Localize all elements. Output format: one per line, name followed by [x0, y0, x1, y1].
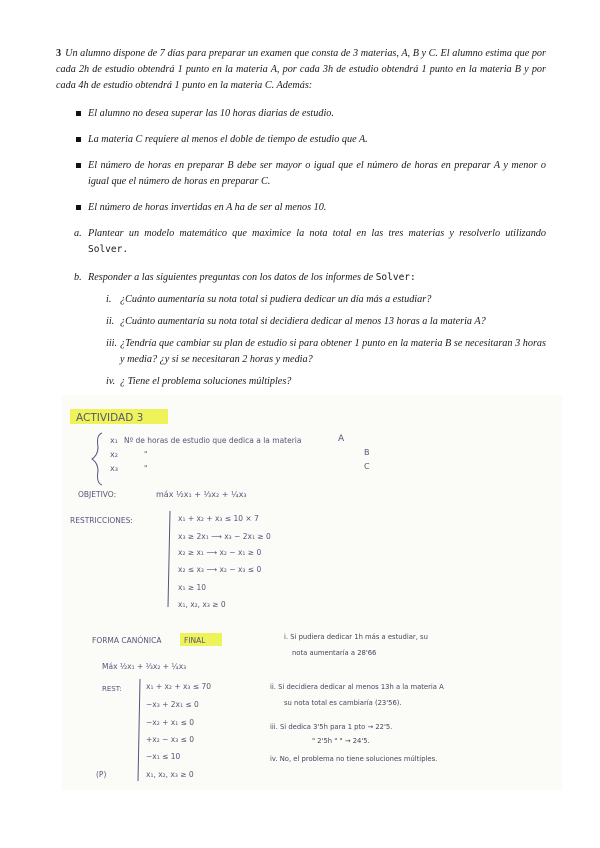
answer-3-line1: iii. Si dedica 3'5h para 1 pto → 22'5. [270, 723, 393, 731]
restriction-1: x₁ + x₂ + x₃ ≤ 10 × 7 [178, 514, 259, 523]
var-x2-desc: " [144, 450, 148, 459]
parts-list [56, 226, 546, 390]
var-x3: x₃ [110, 464, 118, 473]
problem-intro: 3 Un alumno dispone de 7 días para preparar un examen que consta de 3 materias, A, B y C. El alumno estima que por cada 2h de estudio obtendrá 1 punto en la materia A, por cada 3h de estudio obtendrá 1 punto en la materia B y por cada 4h de estudio obtendrá 1 punto en la materia C. Además: [56, 48, 546, 91]
question-item: i. ¿Cuánto aumentaría su nota total si pudiera dedicar un día más a estudiar? [106, 294, 432, 305]
restriction-2: x₃ ≥ 2x₁ ⟶ x₃ − 2x₁ ≥ 0 [178, 532, 271, 541]
question-item: iv. ¿ Tiene el problema soluciones múltiples? [106, 376, 292, 387]
brace-icon [92, 433, 102, 485]
restriction-6: x₁, x₂, x₃ ≥ 0 [178, 600, 226, 609]
list-item: El alumno no desea superar las 10 horas diarias de estudio. [56, 106, 546, 122]
bullet-icon [76, 205, 81, 210]
answer-1-line1: i. Si pudiera dedicar 1h más a estudiar, su [284, 633, 428, 641]
questions-list [88, 292, 546, 390]
var-x2: x₂ [110, 450, 118, 459]
list-item: El número de horas invertidas en A ha de ser al menos 10. [56, 200, 546, 216]
answer-2-line2: su nota total es cambiaría (23'56). [284, 699, 402, 707]
brace-icon [168, 511, 170, 607]
canonical-label: FORMA CANÓNICA [92, 636, 162, 645]
heading: ACTIVIDAD 3 [76, 412, 144, 424]
answer-2-line1: ii. Si decidiera dedicar al menos 13h a la materia A [270, 683, 444, 691]
var-x3-desc: " [144, 464, 148, 473]
var-x1-desc: Nº de horas de estudio que dedica a la materia [124, 436, 302, 445]
list-item: El número de horas en preparar B debe ser mayor o igual que el número de horas en preparar A y menor o igual que el número de horas en preparar C. [56, 158, 546, 190]
bullet-icon [76, 111, 81, 116]
answer-3-line2: " 2'5h " " → 24'5. [312, 737, 370, 745]
requirements-list [56, 106, 546, 216]
part-a: a. Plantear un modelo matemático que maximice la nota total en las tres materias y resolverlo utilizando Solver. [74, 228, 546, 255]
part-b: b. Responder a las siguientes preguntas con los datos de los informes de Solver: i. ¿Cuánto aumentaría su nota total si pudiera dedicar un día más a estudiar? ii. ¿Cuánto aumentaría su nota total si decidiera dedicar al menos 13 horas a la materia A? iii. ¿Tendría que cambiar su plan de estudio si para obtener 1 punto en la materia B se necesitaran 3 horas y media? ¿y si se necesitaran 2 horas y media? iv. ¿ Tiene el problema soluciones múltiples? [56, 270, 546, 390]
answer-4-line1: iv. No, el problema no tiene soluciones múltiples. [270, 755, 438, 763]
canonical-rest-2: −x₃ + 2x₁ ≤ 0 [146, 700, 199, 709]
var-x2-subject: B [364, 448, 370, 457]
canonical-objective: Máx ½x₁ + ⅓x₂ + ¼x₃ [102, 662, 187, 671]
list-item: La materia C requiere al menos el doble de tiempo de estudio que A. [56, 132, 546, 148]
answer-1-line2: nota aumentaría a 28'66 [292, 649, 377, 657]
objective-label: OBJETIVO: [78, 490, 117, 499]
problem-number: 3 [56, 48, 62, 59]
problem-statement [56, 46, 546, 400]
canonical-rest-4: +x₂ − x₃ ≤ 0 [146, 735, 195, 744]
canonical-rest-1: x₁ + x₂ + x₃ ≤ 70 [146, 682, 212, 691]
question-item: iii. ¿Tendría que cambiar su plan de estudio si para obtener 1 punto en la materia B se necesitaran 3 horas y media? ¿y si se necesitaran 2 horas y media? [106, 338, 546, 365]
bullet-icon [76, 163, 81, 168]
brace-icon [138, 679, 140, 781]
canonical-rest-5: −x₁ ≤ 10 [146, 752, 181, 761]
var-x3-subject: C [364, 462, 370, 471]
var-x1-subject: A [338, 434, 345, 444]
restriction-5: x₁ ≥ 10 [178, 583, 207, 592]
handwritten-solution-photo [62, 395, 562, 790]
canonical-rest-6: x₁, x₂, x₃ ≥ 0 [146, 770, 194, 779]
p-label: (P) [96, 770, 107, 779]
handwritten-notes [62, 395, 562, 790]
objective: máx ½x₁ + ⅓x₂ + ¼x₃ [156, 490, 247, 499]
restriction-3: x₂ ≥ x₁ ⟶ x₂ − x₁ ≥ 0 [178, 548, 262, 557]
restrictions-label: RESTRICCIONES: [70, 516, 133, 525]
canonical-rest-3: −x₂ + x₁ ≤ 0 [146, 718, 195, 727]
canonical-rest-label: REST: [102, 685, 122, 693]
restriction-4: x₂ ≤ x₃ ⟶ x₂ − x₃ ≤ 0 [178, 565, 262, 574]
bullet-icon [76, 137, 81, 142]
question-item: ii. ¿Cuánto aumentaría su nota total si decidiera dedicar al menos 13 horas a la materia A? [106, 316, 486, 327]
canonical-highlight: FINAL [184, 636, 206, 645]
var-x1: x₁ [110, 436, 118, 445]
